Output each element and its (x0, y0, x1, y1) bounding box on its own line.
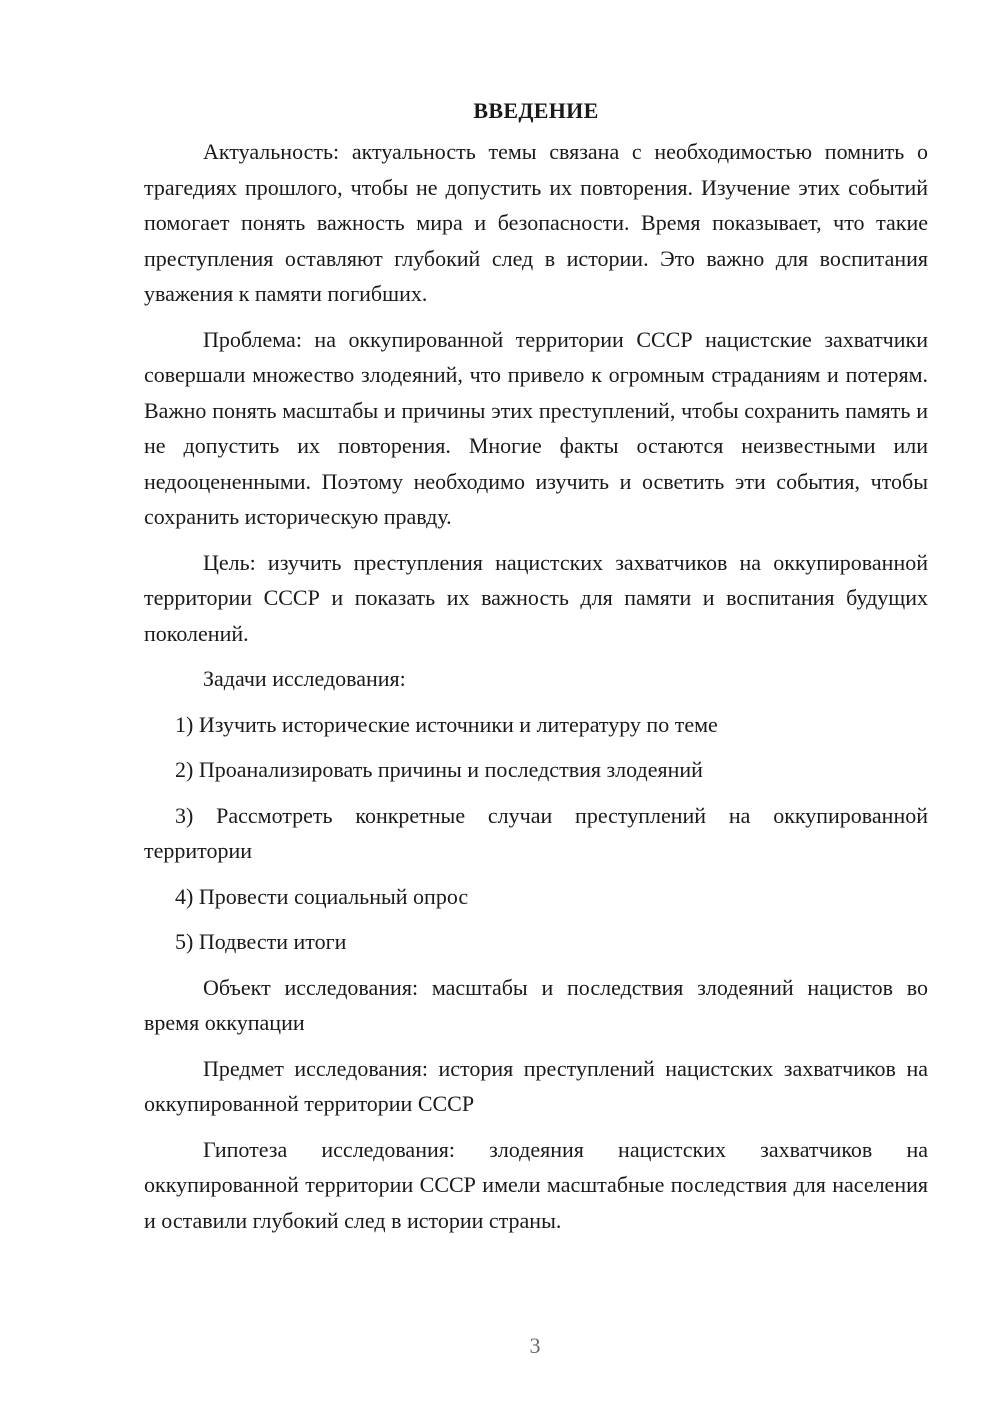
page-number: 3 (529, 1333, 541, 1358)
document-page (144, 96, 928, 1238)
task-item-1: 1) Изучить исторические источники и литературу по теме (175, 711, 718, 737)
goal-paragraph: Цель: изучить преступления нацистских захватчиков на оккупированной территории СССР и показать их важность для памяти и воспитания будущих поколений. (144, 549, 928, 646)
problem-paragraph: Проблема: на оккупированной территории СССР нацистские захватчики совершали множество злодеяний, что привело к огромным страданиям и потерям. Важно понять масштабы и причины этих преступлений, чтобы сохранить память и не допустить их повторения. Многие факты остаются неизвестными или недооцененными. Поэтому необходимо изучить и осветить эти события, чтобы сохранить историческую правду. (144, 326, 928, 529)
task-item-5: 5) Подвести итоги (175, 929, 347, 954)
task-item-3: 3) Рассмотреть конкретные случаи преступлений на оккупированной территории (144, 802, 928, 863)
task-item-2: 2) Проанализировать причины и последствия злодеяний (175, 757, 703, 782)
relevance-paragraph: Актуальность: актуальность темы связана с необходимостью помнить о трагедиях прошлого, чтобы не допустить их повторения. Изучение этих событий помогает понять важность мира и безопасности. Время показывает, что такие преступления оставляют глубокий след в истории. Это важно для воспитания уважения к памяти погибших. (144, 139, 928, 306)
tasks-heading: Задачи исследования: (203, 666, 406, 691)
subject-paragraph: Предмет исследования: история преступлений нацистских захватчиков на оккупированной территории СССР (144, 1055, 928, 1116)
object-paragraph: Объект исследования: масштабы и последствия злодеяний нацистов во время оккупации (144, 974, 928, 1035)
hypothesis-paragraph: Гипотеза исследования: злодеяния нацистских захватчиков на оккупированной территории СССР имели масштабные последствия для населения и оставили глубокий след в истории страны. (144, 1136, 928, 1233)
page-title: ВВЕДЕНИЕ (473, 98, 599, 123)
task-item-4: 4) Провести социальный опрос (175, 883, 469, 909)
